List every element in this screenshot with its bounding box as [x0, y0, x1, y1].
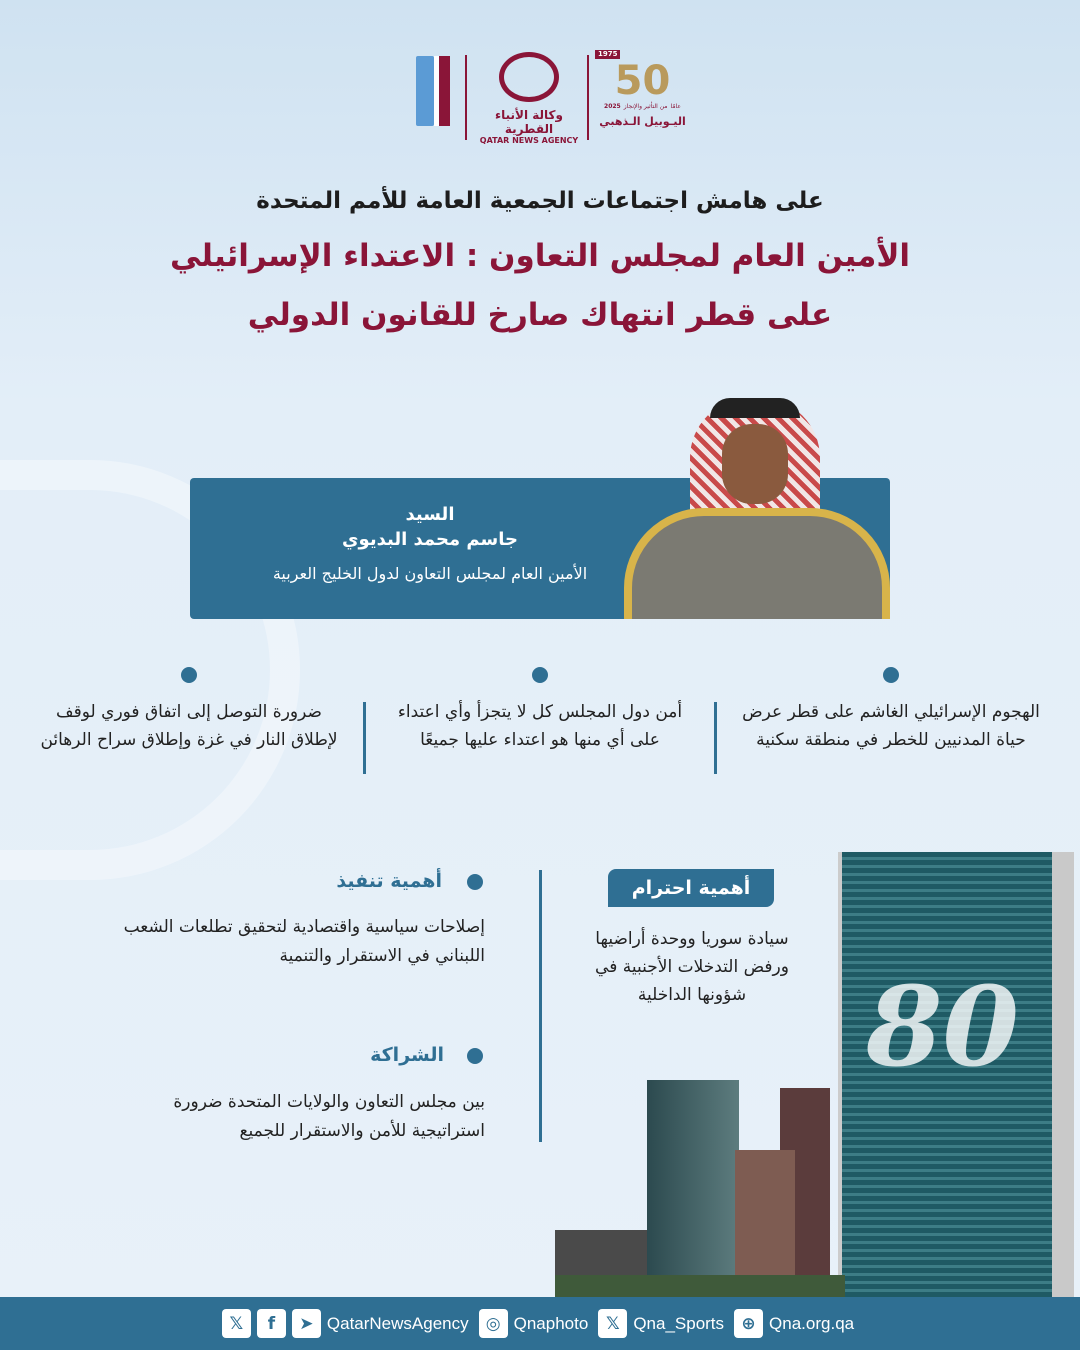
un-building-image	[838, 852, 1074, 1297]
qna-emblem-icon	[499, 52, 559, 102]
bullet-dot	[181, 667, 197, 683]
section-text-implement: إصلاحات سياسية واقتصادية لتحقيق تطلعات الشعب اللبناني في الاستقرار والتنمية	[123, 917, 485, 966]
jubilee-end-year: 2025	[604, 103, 621, 110]
jubilee-logo	[595, 50, 690, 142]
divider	[539, 870, 542, 1142]
headline-line-2: على قطر انتهاك صارخ للقانون الدولي	[247, 297, 833, 333]
section-heading-implement: أهمية تنفيذ	[336, 870, 442, 892]
telegram-icon[interactable]: ➤	[292, 1309, 321, 1338]
instagram-handle-link[interactable]: Qnaphoto	[513, 1313, 589, 1333]
headline-line-1: الأمين العام لمجلس التعاون : الاعتداء الإسرائيلي	[169, 238, 911, 274]
agency-name-ar: وكالة الأنباء القطرية	[495, 108, 563, 136]
website-link[interactable]: Qna.org.qa	[769, 1313, 855, 1333]
social-handle-link[interactable]: QatarNewsAgency	[326, 1313, 469, 1333]
facebook-icon[interactable]: f	[257, 1309, 286, 1338]
divider	[587, 55, 589, 140]
agency-name-en: QATAR NEWS AGENCY	[479, 136, 579, 145]
divider	[714, 702, 717, 774]
bullet-dot	[532, 667, 548, 683]
jubilee-sub: من التأثير والإنجاز	[623, 103, 668, 110]
bullet-dot	[467, 874, 483, 890]
section-heading-partnership: الشراكة	[370, 1044, 444, 1066]
x-icon[interactable]: 𝕏	[598, 1309, 627, 1338]
subtitle: على هامش اجتماعات الجمعية العامة للأمم المتحدة	[256, 188, 824, 214]
sports-handle-link[interactable]: Qna_Sports	[633, 1313, 725, 1333]
x-icon[interactable]: 𝕏	[222, 1309, 251, 1338]
footer-social-bar	[0, 1297, 1080, 1350]
globe-icon[interactable]: ⊕	[734, 1309, 763, 1338]
instagram-icon[interactable]: ◎	[479, 1309, 508, 1338]
respect-label-badge: أهمية احترام	[608, 869, 774, 907]
anniversary-80-badge: 80	[866, 962, 1020, 1091]
qna-logo	[478, 52, 580, 145]
divider	[465, 55, 467, 140]
jubilee-label: اليـوبيل الـذهبي	[599, 115, 686, 128]
point-3: ضرورة التوصل إلى اتفاق فوري لوقف لإطلاق النار في غزة وإطلاق سراح الرهائن	[40, 702, 338, 750]
point-2: أمن دول المجلس كل لا يتجزأ وأي اعتداء على أي منها هو اعتداء عليها جميعًا	[397, 702, 683, 750]
person-name: جاسم محمد البديوي	[342, 529, 518, 550]
flags-logo	[412, 52, 456, 140]
city-buildings-image	[555, 1080, 845, 1297]
person-photo	[624, 378, 890, 619]
jubilee-years-label: عامًا	[670, 103, 681, 110]
bullet-dot	[467, 1048, 483, 1064]
jubilee-number: 50	[614, 58, 671, 104]
person-role: الأمين العام لمجلس التعاون لدول الخليج العربية	[272, 564, 588, 583]
bullet-dot	[883, 667, 899, 683]
respect-text: سيادة سوريا ووحدة أراضيها ورفض التدخلات الأجنبية في شؤونها الداخلية	[595, 929, 789, 1005]
section-text-partnership: بين مجلس التعاون والولايات المتحدة ضرورة استراتيجية للأمن والاستقرار للجميع	[173, 1092, 485, 1141]
point-1: الهجوم الإسرائيلي الغاشم على قطر عرض حياة المدنيين للخطر في منطقة سكنية	[742, 702, 1040, 750]
divider	[363, 702, 366, 774]
jubilee-year: 1975	[595, 50, 620, 59]
person-honorific: السيد	[405, 504, 455, 525]
